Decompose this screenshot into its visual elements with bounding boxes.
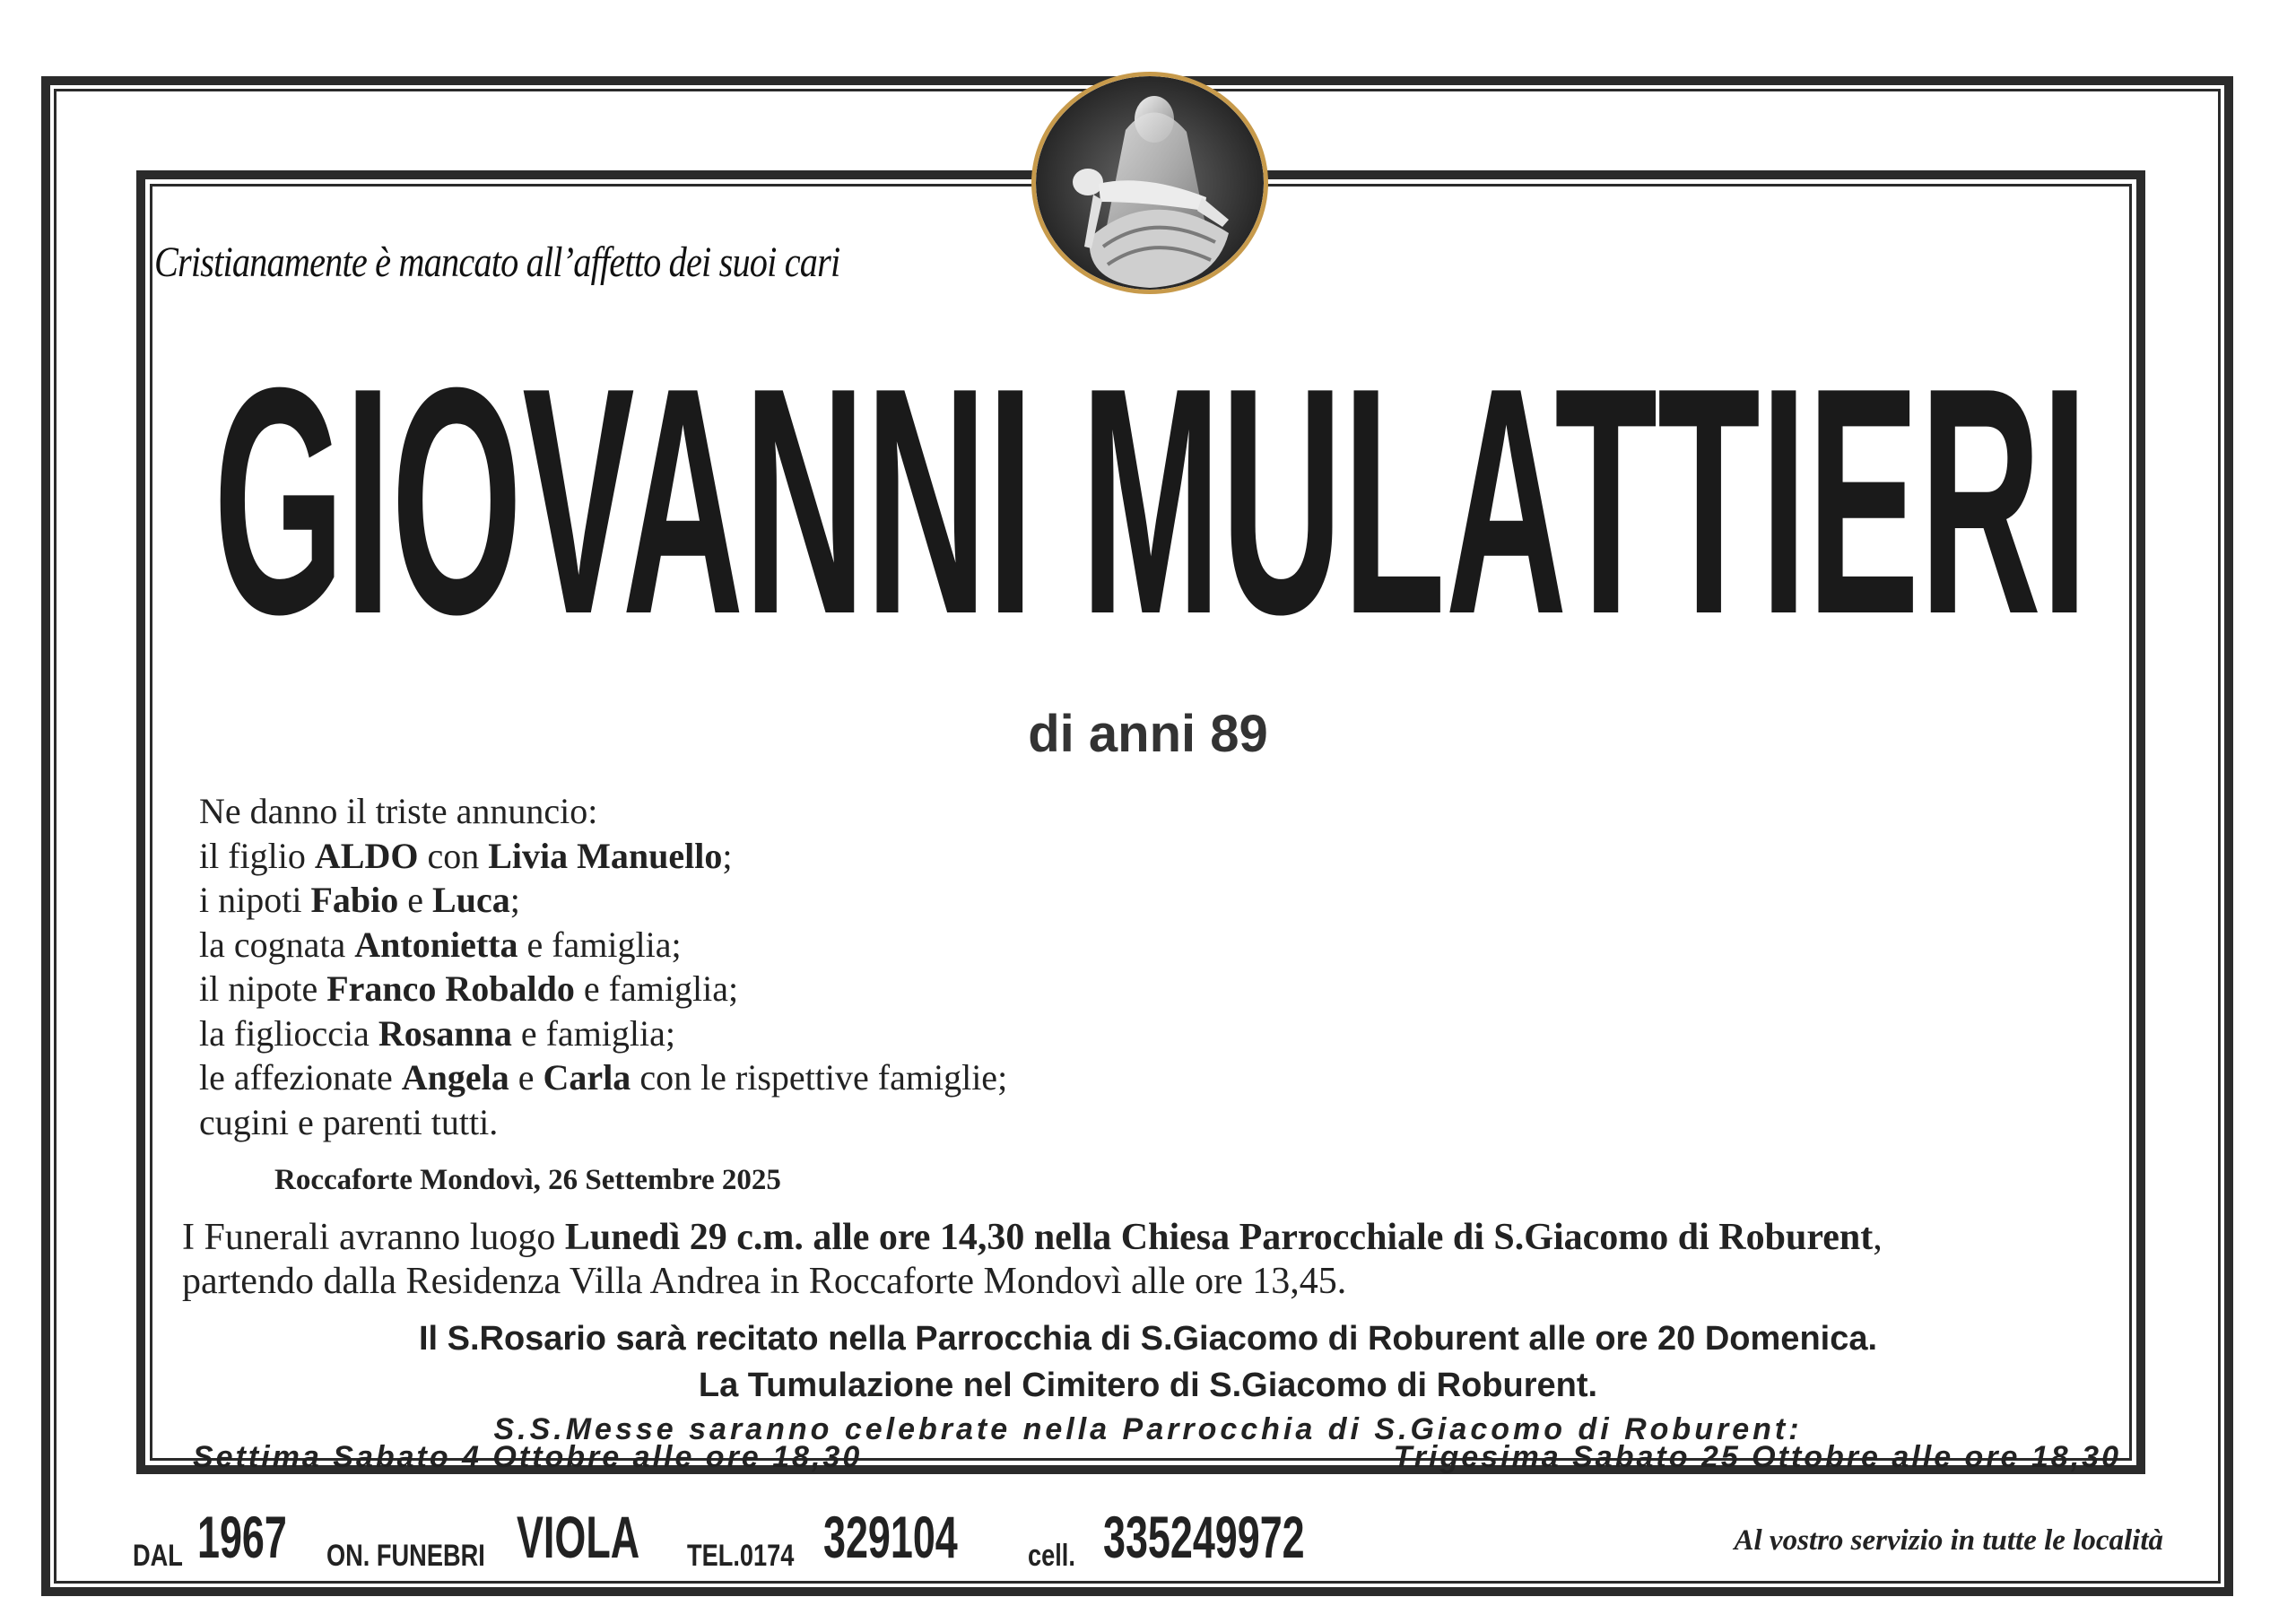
deceased-name: [213, 354, 2088, 641]
footer-on-funebri: ON. FUNEBRI: [326, 1539, 485, 1573]
funeral-line: [182, 1216, 1883, 1260]
line-text: la cognata: [199, 924, 355, 965]
line-text: i nipoti: [199, 880, 311, 920]
pieta-medallion-icon: [1031, 72, 1268, 294]
footer-tagline: Al vostro servizio in tutte le località: [1734, 1524, 2163, 1557]
highlighted-name: Carla: [543, 1057, 631, 1098]
rosary-line: Il S.Rosario sarà recitato nella Parrocchia di S.Giacomo di Roburent alle ore 20 Domenica.: [418, 1320, 1878, 1358]
mourner-line: [199, 1100, 1007, 1145]
highlighted-name: Lunedì 29 c.m. alle ore 14,30 nella Chiesa Parrocchiale di S.Giacomo di Roburent: [564, 1217, 1874, 1258]
deceased-name-text: GIOVANNI MULATTIERI: [213, 354, 2088, 641]
line-text: con le rispettive famiglie;: [631, 1057, 1008, 1098]
footer-year: 1967: [197, 1504, 287, 1570]
highlighted-name: ALDO: [314, 835, 419, 876]
funeral-line: [182, 1260, 1883, 1304]
funeral-details: [182, 1216, 1883, 1304]
mourner-line: [199, 834, 1007, 879]
footer-cell-number: 335249972: [1103, 1504, 1305, 1570]
highlighted-name: Fabio: [310, 880, 399, 920]
mourners-list: [199, 789, 1007, 1144]
masses-seventh: Settima Sabato 4 Ottobre alle ore 18,30: [193, 1440, 863, 1474]
line-text: ;: [509, 880, 520, 920]
highlighted-name: Livia Manuello: [488, 835, 723, 876]
line-text: la figlioccia: [199, 1012, 378, 1054]
line-text: il figlio: [199, 835, 315, 876]
footer-tel-label: TEL.0174: [687, 1539, 795, 1573]
mourner-line: [199, 967, 1007, 1011]
highlighted-name: Luca: [432, 880, 510, 920]
place-date: Roccaforte Mondovì, 26 Settembre 2025: [274, 1164, 781, 1196]
line-text: Ne danno il triste annuncio:: [199, 791, 598, 831]
intro-line: Cristianamente è mancato all’affetto dei suoi cari: [154, 239, 840, 286]
line-text: e famiglia;: [511, 1012, 676, 1054]
mourner-line: [199, 1055, 1007, 1100]
line-text: e famiglia;: [574, 968, 739, 1009]
line-text: e: [398, 880, 433, 920]
line-text: ;: [722, 835, 733, 876]
mourner-line: [199, 789, 1007, 834]
masses-title: S.S.Messe saranno celebrate nella Parrocchia di S.Giacomo di Roburent:: [493, 1412, 1803, 1446]
line-text: I Funerali avranno luogo: [182, 1217, 565, 1258]
highlighted-name: Angela: [401, 1057, 509, 1098]
line-text: e famiglia;: [517, 924, 682, 965]
footer-tel-number: 329104: [823, 1504, 958, 1570]
line-text: con: [418, 835, 489, 876]
highlighted-name: Rosanna: [378, 1012, 512, 1054]
masses-thirtieth: Trigesima Sabato 25 Ottobre alle ore 18,30: [1393, 1440, 2121, 1474]
footer-company: VIOLA: [517, 1504, 640, 1570]
line-text: cugini e parenti tutti.: [199, 1101, 499, 1142]
mourner-line: [199, 923, 1007, 968]
age-line: di anni 89: [1028, 705, 1268, 763]
highlighted-name: Antonietta: [354, 924, 518, 965]
footer-dal: DAL: [133, 1539, 183, 1573]
line-text: ,: [1873, 1217, 1883, 1258]
highlighted-name: Franco Robaldo: [326, 968, 575, 1009]
footer-cell-label: cell.: [1028, 1539, 1075, 1573]
burial-line: La Tumulazione nel Cimitero di S.Giacomo di Roburent.: [698, 1367, 1598, 1404]
pieta-medallion-image: [1036, 76, 1264, 290]
mourner-line: [199, 878, 1007, 923]
line-text: il nipote: [199, 968, 327, 1009]
line-text: partendo dalla Residenza Villa Andrea in Roccaforte Mondovì alle ore 13,45.: [182, 1261, 1347, 1302]
line-text: le affezionate: [199, 1057, 402, 1098]
line-text: e: [509, 1057, 544, 1098]
mourner-line: [199, 1011, 1007, 1056]
